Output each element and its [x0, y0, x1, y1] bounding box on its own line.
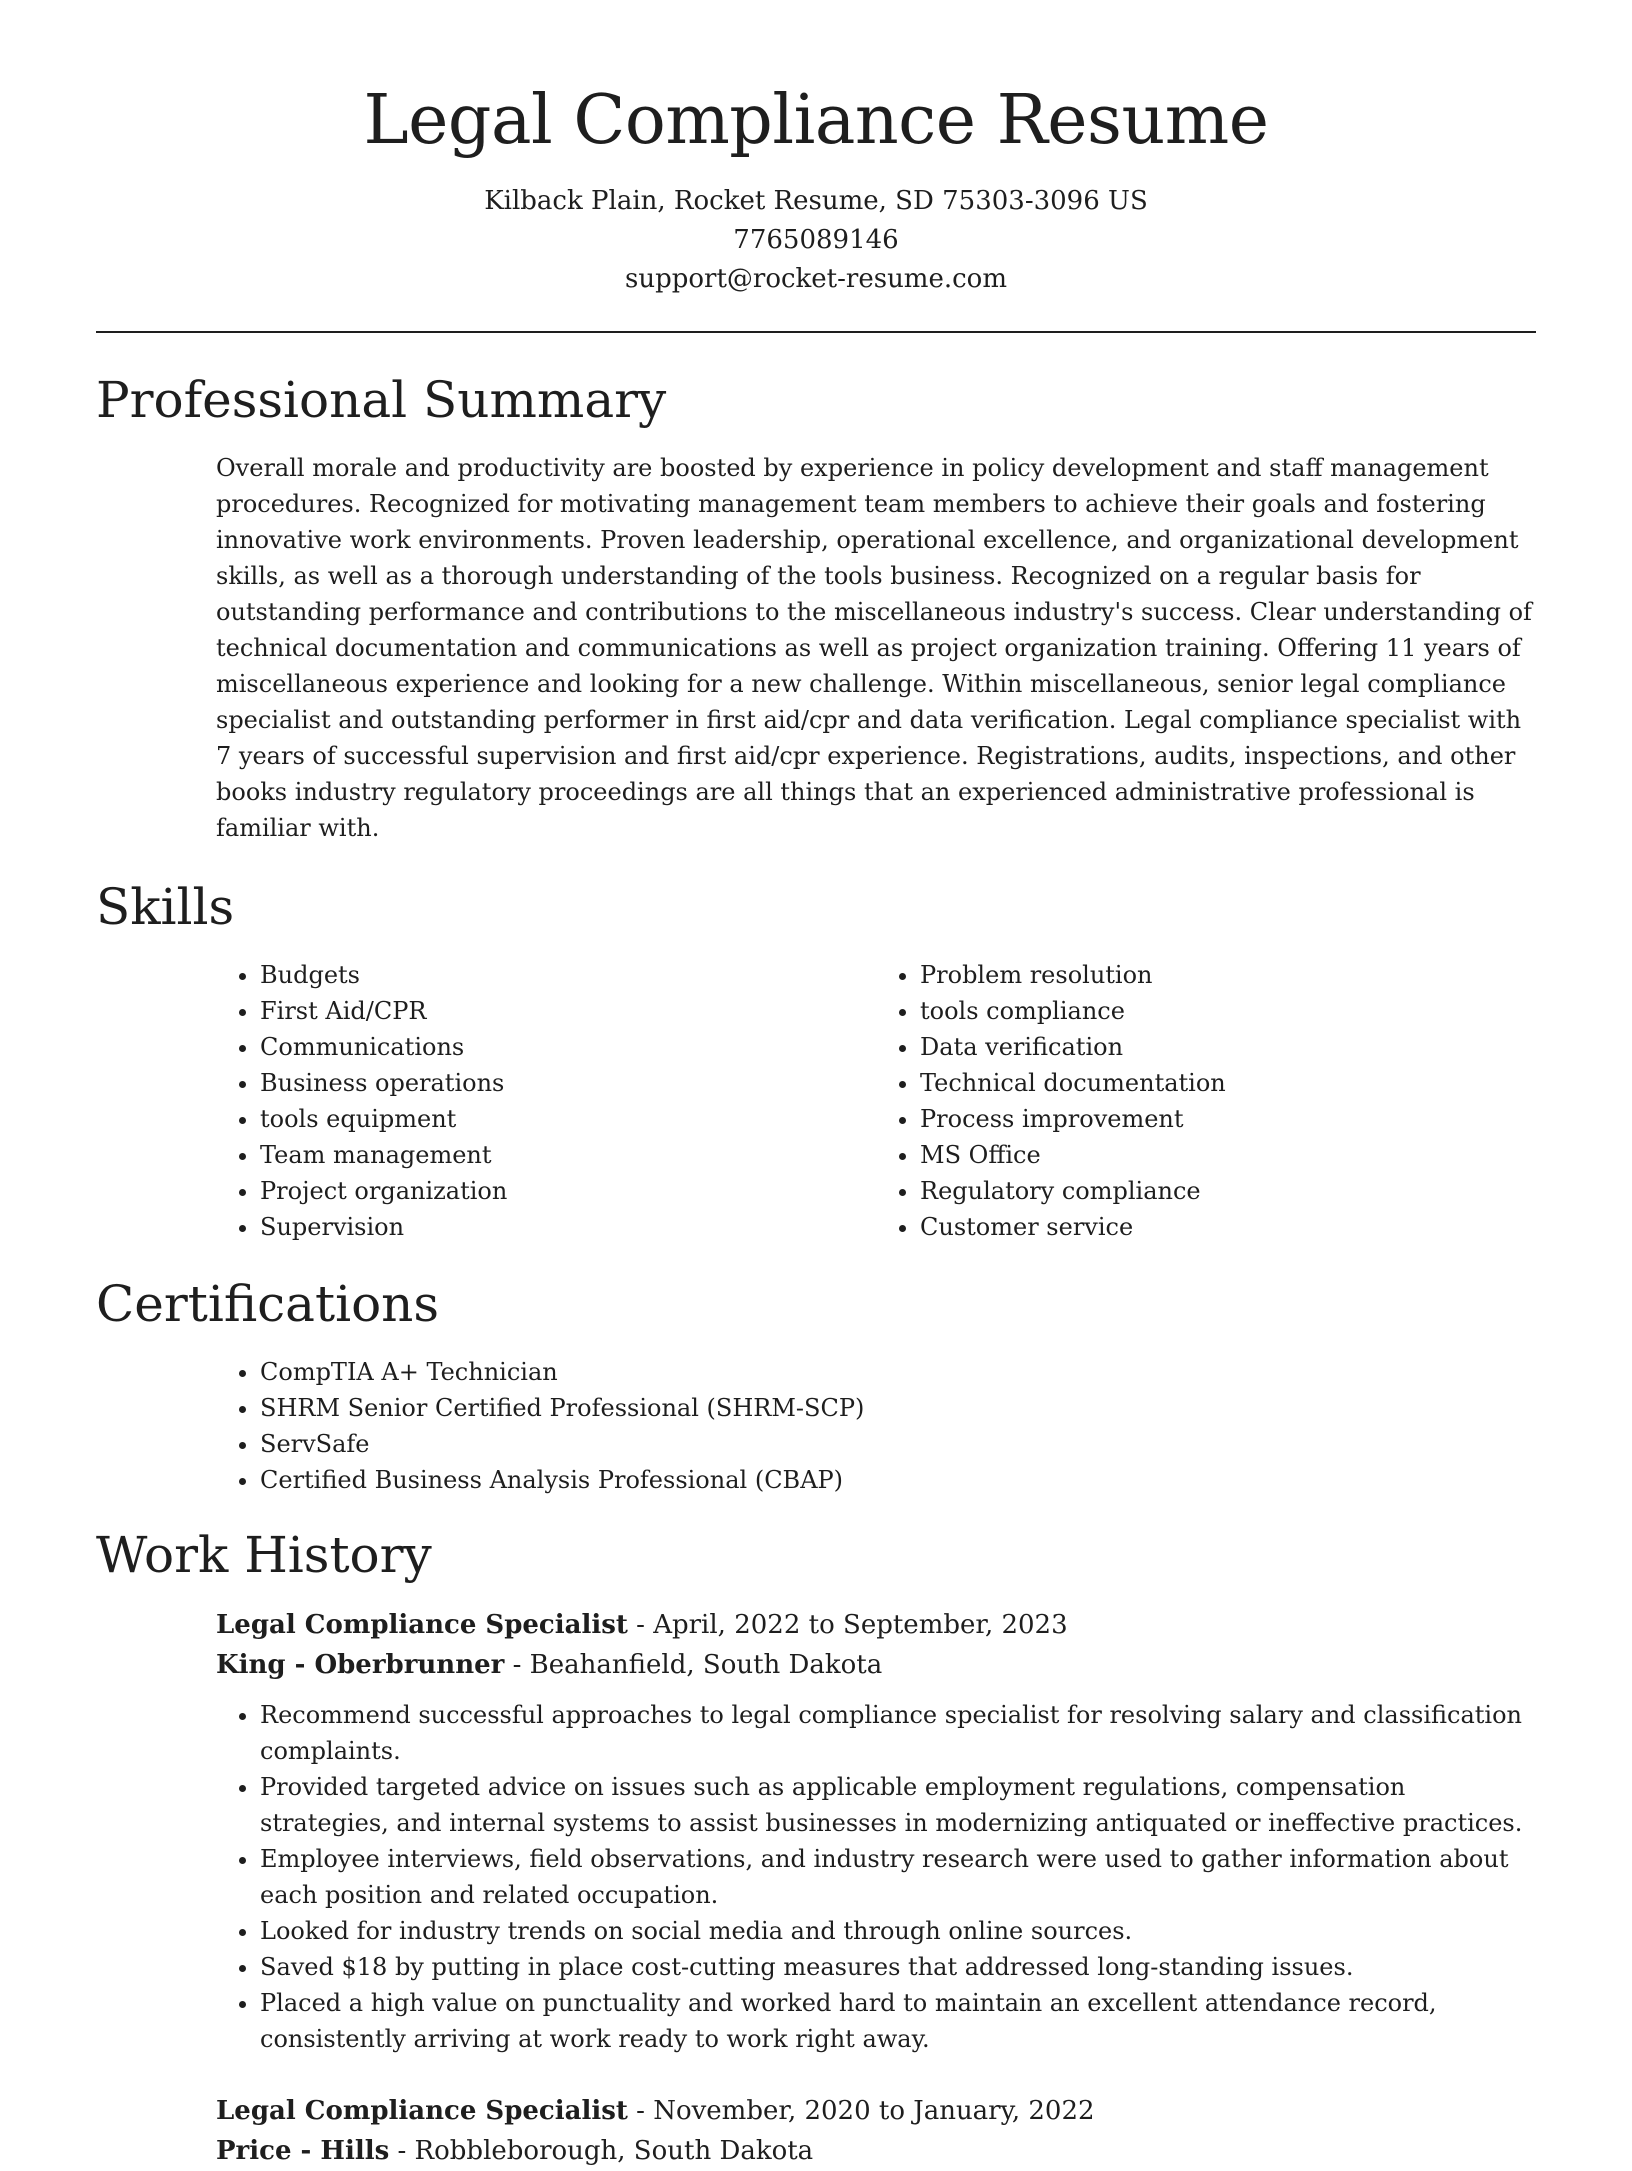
skill-item: • Business operations: [260, 1065, 876, 1101]
skill-item: • Communications: [260, 1029, 876, 1065]
skill-item: • Data verification: [920, 1029, 1536, 1065]
skill-item: • Team management: [260, 1137, 876, 1173]
skill-item: • tools equipment: [260, 1101, 876, 1137]
certifications-list: [216, 1354, 1536, 1498]
header-divider: [96, 331, 1536, 333]
skills-grid: [216, 957, 1536, 1245]
job-entry: [216, 1605, 1536, 2057]
skills-heading: Skills: [96, 877, 235, 936]
skill-item: • Budgets: [260, 957, 876, 993]
job-company: Price - Hills: [216, 2135, 390, 2166]
skill-item: • tools compliance: [920, 993, 1536, 1029]
summary-text: Overall morale and productivity are boosted by experience in policy development and staff management procedures. Recognized for motivating management team members to achieve their goals and fostering innovative work environments. Proven leadership, operational excellence, and organizational development skills, as well as a thorough understanding of the tools business. Recognized on a regular basis for outstanding performance and contributions to the miscellaneous industry's success. Clear understanding of technical documentation and communications as well as project organization training. Offering 11 years of miscellaneous experience and looking for a new challenge. Within miscellaneous, senior legal compliance specialist and outstanding performer in first aid/cpr and data verification. Legal compliance specialist with 7 years of successful supervision and first aid/cpr experience. Registrations, audits, inspections, and other books industry regulatory proceedings are all things that an experienced administrative professional is familiar with.: [216, 453, 1532, 842]
skill-item: • Supervision: [260, 1209, 876, 1245]
job-duty-item: • Placed a high value on punctuality and worked hard to maintain an excellent attendance record, consistently arriving at work ready to work right away.: [260, 1985, 1536, 2057]
job-title: Legal Compliance Specialist: [216, 1609, 628, 1640]
contact-address: Kilback Plain, Rocket Resume, SD 75303-3096 US: [484, 185, 1148, 216]
certification-item: • Certified Business Analysis Professional (CBAP): [260, 1462, 1536, 1498]
skill-item: • Regulatory compliance: [920, 1173, 1536, 1209]
job-location: - Robbleborough, South Dakota: [389, 2135, 814, 2166]
work-history-section: [96, 1525, 1536, 2171]
job-dates: - November, 2020 to January, 2022: [627, 2095, 1095, 2126]
job-company-line: [216, 1645, 1536, 1685]
skill-item: • First Aid/CPR: [260, 993, 876, 1029]
job-duty-item: • Employee interviews, field observations, and industry research were used to gather information about each position and related occupation.: [260, 1841, 1536, 1913]
certifications-block: [216, 1354, 1536, 1498]
skill-item: • Problem resolution: [920, 957, 1536, 993]
job-company-line: [216, 2131, 1536, 2171]
job-entry: [216, 2091, 1536, 2171]
skill-item: • Customer service: [920, 1209, 1536, 1245]
job-duty-item: • Provided targeted advice on issues such as applicable employment regulations, compensation strategies, and internal systems to assist businesses in modernizing antiquated or ineffective practices.: [260, 1769, 1536, 1841]
job-location: - Beahanfield, South Dakota: [504, 1649, 883, 1680]
work-history-heading: Work History: [96, 1525, 432, 1584]
job-title: Legal Compliance Specialist: [216, 2095, 628, 2126]
certifications-heading: Certifications: [96, 1274, 440, 1333]
skill-item: • Process improvement: [920, 1101, 1536, 1137]
job-title-line: [216, 2091, 1536, 2131]
skill-item: • Project organization: [260, 1173, 876, 1209]
certification-item: • SHRM Senior Certified Professional (SHRM-SCP): [260, 1390, 1536, 1426]
contact-phone: 7765089146: [733, 224, 899, 255]
skill-item: • Technical documentation: [920, 1065, 1536, 1101]
contact-block: [96, 182, 1536, 299]
job-company: King - Oberbrunner: [216, 1649, 505, 1680]
contact-email: support@rocket-resume.com: [624, 263, 1007, 294]
summary-heading: Professional Summary: [96, 370, 667, 429]
job-title-line: [216, 1605, 1536, 1645]
resume-title: Legal Compliance Resume: [363, 81, 1269, 160]
job-duties-list: [216, 1697, 1536, 2057]
summary-section: [96, 370, 1536, 846]
certifications-section: [96, 1274, 1536, 1498]
skills-list-left: [216, 957, 876, 1245]
certification-item: • CompTIA A+ Technician: [260, 1354, 1536, 1390]
job-dates: - April, 2022 to September, 2023: [627, 1609, 1068, 1640]
job-duty-item: • Saved $18 by putting in place cost-cutting measures that addressed long-standing issues.: [260, 1949, 1536, 1985]
skills-section: [96, 877, 1536, 1245]
job-duty-item: • Looked for industry trends on social media and through online sources.: [260, 1913, 1536, 1949]
job-duty-item: • Recommend successful approaches to legal compliance specialist for resolving salary and classification complaints.: [260, 1697, 1536, 1769]
certification-item: • ServSafe: [260, 1426, 1536, 1462]
skills-list-right: [876, 957, 1536, 1245]
skill-item: • MS Office: [920, 1137, 1536, 1173]
